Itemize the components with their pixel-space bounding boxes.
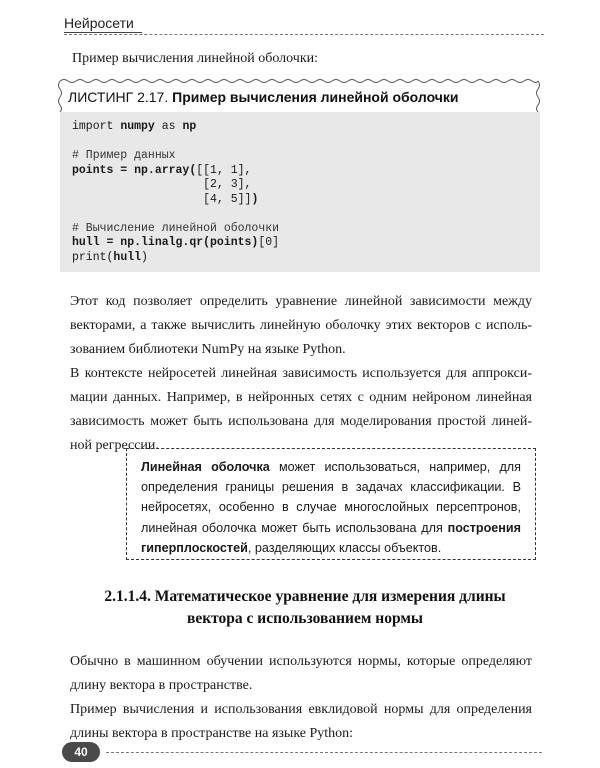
code-line (72, 251, 279, 266)
callout-line: определения границы решения в задачах классификации. В (141, 480, 521, 495)
text-line: ной регрессии. (70, 438, 159, 453)
paragraph-euclid-example (70, 698, 532, 746)
callout-text (141, 457, 521, 558)
code-token: points = np.array( (72, 163, 197, 177)
running-header-title: Нейросети (64, 14, 142, 33)
paragraph-neural-context (70, 362, 532, 458)
code-token: hull = np.linalg.qr(points) (72, 236, 259, 249)
text-line: длины вектора в пространстве на языке Python: (70, 726, 354, 741)
code-comment: # Пример данных (72, 149, 176, 162)
callout-fragment: линейная оболочка может быть использована для (141, 520, 448, 535)
term-hyperplanes: гиперплоскостей (141, 540, 248, 555)
text-line: мации данных. Например, в нейронных сетях с одним нейроном линейная (70, 390, 532, 405)
text-line: Этот код позволяет определить уравнение линейной зависимости между (70, 294, 532, 309)
code-token: import (72, 120, 121, 133)
listing-title (68, 89, 459, 105)
code-token: np (182, 120, 197, 133)
code-line (72, 149, 279, 164)
code-token: [0] (258, 236, 280, 249)
text-line: зованием библиотеки NumPy на языке Python. (70, 342, 346, 357)
code-token: [4, 5]] (72, 192, 252, 206)
code-listing (58, 78, 540, 274)
callout-fragment: , разделяющих классы объектов. (247, 540, 442, 555)
code-line (72, 207, 279, 222)
callout-line (141, 518, 521, 538)
text-line: Обычно в машинном обучении используются нормы, которые определяют (70, 654, 532, 669)
footer-divider (106, 752, 542, 753)
listing-name: Пример вычисления линейной оболочки (172, 89, 459, 105)
code-line (72, 193, 279, 208)
code-token: as (154, 120, 183, 133)
intro-text: Пример вычисления линейной оболочки: (72, 51, 319, 66)
code-token: numpy (120, 120, 155, 133)
text-line: Пример вычисления и использования евклидовой нормы для определения (70, 702, 532, 717)
code-token: hull (113, 250, 142, 264)
header-divider (64, 34, 544, 35)
callout-line (141, 457, 521, 477)
code-token: print( (72, 250, 114, 264)
text-line: В контексте нейросетей линейная зависимость используется для аппрокси- (70, 366, 532, 381)
code-comment: # Вычисление линейной оболочки (72, 221, 280, 235)
callout-line (141, 538, 521, 558)
code-line (72, 164, 279, 179)
code-token: ) (251, 192, 259, 206)
code-block (60, 112, 540, 272)
listing-number: ЛИСТИНГ 2.17. (68, 89, 169, 105)
code-line (72, 135, 279, 150)
code-token: [2, 3], (72, 178, 252, 191)
callout-fragment: может использоваться, например, для (269, 460, 521, 474)
note-callout (126, 448, 536, 560)
section-heading (90, 586, 520, 630)
section-heading-line: 2.1.1.4. Математическое уравнение для измерения длины (104, 588, 506, 605)
text-line: длину вектора в пространстве. (70, 678, 253, 693)
text-line: зависимость может быть использована для моделирования простой линей- (70, 414, 532, 429)
page-footer (62, 742, 542, 762)
paragraph-norms (70, 650, 532, 698)
section-heading-line: вектора с использованием нормы (186, 610, 424, 627)
running-header (64, 14, 544, 38)
code-token: ) (141, 250, 148, 264)
callout-line: нейросетях, особенно в случае многослойных персептронов, (141, 500, 521, 515)
term-linear-hull: Линейная оболочка (141, 460, 270, 474)
code-line (72, 222, 279, 237)
term-building: построения (447, 520, 521, 535)
code-text (72, 120, 279, 265)
paragraph-numpy-description (70, 290, 532, 362)
code-token: [[1, 1], (196, 163, 252, 177)
code-line (72, 120, 279, 135)
page-number-badge: 40 (62, 742, 100, 762)
code-line (72, 236, 279, 251)
code-line (72, 178, 279, 193)
text-line: векторами, а также вычислить линейную оболочку этих векторов с исполь- (70, 318, 532, 333)
